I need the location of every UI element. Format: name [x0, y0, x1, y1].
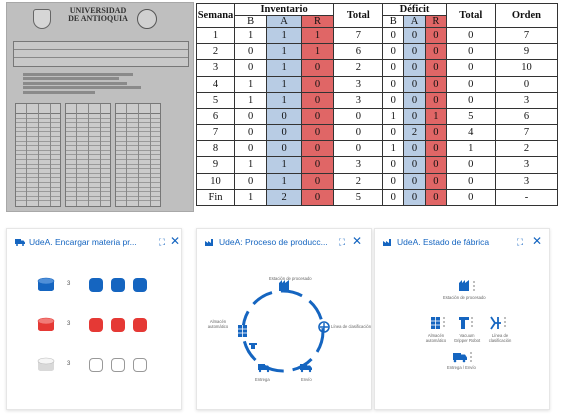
- table-row: [197, 28, 558, 44]
- table-row: [197, 189, 558, 205]
- header-inv-r: R: [301, 16, 333, 28]
- header-order: Orden: [495, 4, 557, 28]
- participant-form: [13, 41, 189, 67]
- cell-da: 2: [404, 125, 426, 141]
- cell-da: 0: [404, 44, 426, 60]
- factory-icon: [205, 238, 215, 246]
- cell-da: 0: [404, 157, 426, 173]
- factory-diagram: [381, 261, 543, 403]
- header-inv-b: B: [235, 16, 267, 28]
- cell-ir: 1: [301, 28, 333, 44]
- widget-header: [375, 229, 549, 255]
- worksheet-header: [7, 3, 193, 37]
- cell-it: 0: [334, 125, 383, 141]
- header-total-deficit: Total: [446, 4, 495, 28]
- cell-it: 3: [334, 76, 383, 92]
- cell-ia: 2: [267, 189, 302, 205]
- table-row: [197, 157, 558, 173]
- inventory-table: [196, 3, 558, 206]
- widget-header: [7, 229, 181, 255]
- widget-header: [197, 229, 371, 255]
- cell-ir: 0: [301, 60, 333, 76]
- order-material-widget: [6, 228, 182, 410]
- expand-icon[interactable]: ⛶: [158, 237, 166, 247]
- cell-week: 6: [197, 108, 235, 124]
- cell-db: 0: [383, 60, 404, 76]
- cell-da: 0: [404, 28, 426, 44]
- cell-db: 0: [383, 92, 404, 108]
- worksheet-title: [53, 7, 143, 23]
- cell-ia: 1: [267, 44, 302, 60]
- header-def-r: R: [426, 16, 447, 28]
- cell-ir: 0: [301, 141, 333, 157]
- cell-ia: 1: [267, 92, 302, 108]
- cell-dr: 0: [426, 28, 447, 44]
- header-inv-a: A: [267, 16, 302, 28]
- cell-week: 1: [197, 28, 235, 44]
- title-line2: DE ANTIOQUIA: [68, 14, 128, 23]
- cell-ir: 0: [301, 157, 333, 173]
- cell-ia: 0: [267, 125, 302, 141]
- table-row: [197, 141, 558, 157]
- stock-slot[interactable]: [89, 318, 103, 332]
- stock-quantity: 3: [67, 321, 71, 327]
- cell-it: 3: [334, 157, 383, 173]
- cell-dt: 0: [446, 44, 495, 60]
- cell-ib: 0: [235, 44, 267, 60]
- cell-dt: 0: [446, 157, 495, 173]
- cell-ib: 0: [235, 173, 267, 189]
- cell-ord: 3: [495, 173, 557, 189]
- cell-db: 1: [383, 108, 404, 124]
- cell-da: 0: [404, 108, 426, 124]
- close-icon[interactable]: ✕: [169, 234, 181, 248]
- label-shipping: Envío: [301, 377, 312, 382]
- cell-ib: 1: [235, 189, 267, 205]
- header-deficit: Déficit: [383, 4, 446, 16]
- cell-it: 0: [334, 141, 383, 157]
- stock-quantity: 3: [67, 281, 71, 287]
- cell-it: 6: [334, 44, 383, 60]
- close-icon[interactable]: ✕: [531, 234, 543, 248]
- material-cylinder-icon: [35, 277, 57, 291]
- cell-week: Fin: [197, 189, 235, 205]
- close-icon[interactable]: ✕: [351, 234, 363, 248]
- stock-slot[interactable]: [111, 278, 125, 292]
- cell-da: 0: [404, 76, 426, 92]
- cell-ib: 1: [235, 92, 267, 108]
- cell-dt: 5: [446, 108, 495, 124]
- label-warehouse: Almacén automático: [425, 333, 447, 343]
- process-circle: [203, 261, 367, 405]
- cell-dr: 0: [426, 60, 447, 76]
- expand-icon[interactable]: ⛶: [516, 237, 524, 247]
- label-processing-station: Estación de procesado: [443, 295, 486, 300]
- cell-it: 0: [334, 108, 383, 124]
- table-row: [197, 76, 558, 92]
- cell-dt: 0: [446, 189, 495, 205]
- stock-slot[interactable]: [111, 318, 125, 332]
- cell-ib: 0: [235, 125, 267, 141]
- cell-ia: 0: [267, 141, 302, 157]
- stock-slot[interactable]: [89, 358, 103, 372]
- cell-db: 0: [383, 125, 404, 141]
- form-row: [14, 42, 188, 50]
- cell-ir: 0: [301, 189, 333, 205]
- cell-dr: 0: [426, 92, 447, 108]
- widget-title: UdeA. Encargar materia pr...: [29, 237, 137, 247]
- cell-da: 0: [404, 141, 426, 157]
- order-stock-grid: [13, 261, 175, 403]
- cell-week: 7: [197, 125, 235, 141]
- cell-dr: 0: [426, 189, 447, 205]
- cell-dr: 0: [426, 125, 447, 141]
- form-row: [14, 58, 188, 66]
- stock-slot[interactable]: [133, 278, 147, 292]
- cell-ir: 0: [301, 125, 333, 141]
- table-row: [197, 108, 558, 124]
- widget-title: UdeA. Estado de fábrica: [397, 237, 490, 247]
- shipping-truck-icon: [300, 364, 312, 372]
- cell-ord: 6: [495, 108, 557, 124]
- cell-ia: 0: [267, 108, 302, 124]
- cell-ia: 1: [267, 173, 302, 189]
- cell-dr: 1: [426, 108, 447, 124]
- cell-da: 0: [404, 60, 426, 76]
- cell-db: 0: [383, 157, 404, 173]
- scanned-worksheet: [6, 2, 194, 212]
- cell-ib: 1: [235, 28, 267, 44]
- cell-ib: 0: [235, 60, 267, 76]
- stock-slot[interactable]: [111, 358, 125, 372]
- worksheet-tables: [15, 103, 165, 207]
- cell-db: 0: [383, 44, 404, 60]
- cell-db: 1: [383, 141, 404, 157]
- inventory-table-body: [197, 28, 558, 206]
- cell-db: 0: [383, 76, 404, 92]
- cell-db: 0: [383, 173, 404, 189]
- cell-week: 8: [197, 141, 235, 157]
- cell-it: 5: [334, 189, 383, 205]
- cell-ir: 0: [301, 92, 333, 108]
- cell-dt: 0: [446, 76, 495, 92]
- process-diagram: [203, 261, 372, 403]
- cell-ord: 3: [495, 92, 557, 108]
- cell-ir: 0: [301, 76, 333, 92]
- label-warehouse: Almacén automático: [207, 319, 229, 329]
- header-total: Total: [334, 4, 383, 28]
- production-process-widget: [196, 228, 372, 410]
- cell-week: 2: [197, 44, 235, 60]
- cell-dt: 1: [446, 141, 495, 157]
- table-row: [197, 92, 558, 108]
- cell-week: 5: [197, 92, 235, 108]
- label-processing-station: Estación de procesado: [269, 276, 312, 281]
- university-logo: [33, 9, 51, 29]
- seal-image: [137, 9, 157, 29]
- cell-dr: 0: [426, 141, 447, 157]
- cell-ib: 1: [235, 157, 267, 173]
- cell-db: 0: [383, 28, 404, 44]
- cell-dr: 0: [426, 173, 447, 189]
- cell-ord: 3: [495, 157, 557, 173]
- header-week: Semana: [197, 4, 235, 28]
- cell-week: 4: [197, 76, 235, 92]
- cell-dt: 0: [446, 173, 495, 189]
- delivery-truck-icon: [453, 352, 472, 362]
- cell-dt: 0: [446, 28, 495, 44]
- truck-icon: [15, 238, 25, 246]
- label-delivery: Entrega: [255, 377, 270, 382]
- cell-ord: 9: [495, 44, 557, 60]
- sorting-line-icon: [491, 317, 506, 329]
- table-row: [197, 44, 558, 60]
- sorting-line-icon: [319, 322, 329, 332]
- cell-ord: 0: [495, 76, 557, 92]
- cell-dr: 0: [426, 44, 447, 60]
- warehouse-icon: [238, 325, 247, 337]
- worksheet-table: [115, 103, 161, 207]
- worksheet-table: [65, 103, 111, 207]
- factory-status-widget: [374, 228, 550, 410]
- cell-dr: 0: [426, 157, 447, 173]
- inventory-table-panel: [196, 3, 558, 206]
- cell-ib: 0: [235, 108, 267, 124]
- gripper-robot-icon: [459, 317, 473, 329]
- cell-dr: 0: [426, 76, 447, 92]
- cell-it: 3: [334, 92, 383, 108]
- cell-ia: 1: [267, 60, 302, 76]
- cell-ord: 7: [495, 28, 557, 44]
- title-line1: UNIVERSIDAD: [69, 6, 127, 15]
- cell-ia: 1: [267, 28, 302, 44]
- processing-station-icon: [459, 280, 475, 291]
- header-inventory: Inventario: [235, 4, 334, 16]
- cell-da: 0: [404, 173, 426, 189]
- cell-ib: 1: [235, 76, 267, 92]
- stock-quantity: 3: [67, 361, 71, 367]
- cell-it: 2: [334, 60, 383, 76]
- cell-ord: 2: [495, 141, 557, 157]
- cell-dt: 0: [446, 60, 495, 76]
- stock-slot[interactable]: [133, 318, 147, 332]
- cell-ia: 1: [267, 157, 302, 173]
- cell-da: 0: [404, 189, 426, 205]
- cell-ib: 0: [235, 141, 267, 157]
- table-row: [197, 60, 558, 76]
- label-sorting-line: Línea de clasificación: [488, 333, 512, 343]
- warehouse-icon: [431, 317, 445, 329]
- table-row: [197, 125, 558, 141]
- form-row: [14, 50, 188, 58]
- cell-da: 0: [404, 92, 426, 108]
- cell-ia: 1: [267, 76, 302, 92]
- cell-week: 10: [197, 173, 235, 189]
- expand-icon[interactable]: ⛶: [338, 237, 346, 247]
- table-row: [197, 173, 558, 189]
- worksheet-instructions: [17, 71, 177, 94]
- stock-slot[interactable]: [89, 278, 103, 292]
- processing-station-icon: [279, 280, 289, 291]
- cell-dt: 0: [446, 92, 495, 108]
- cell-ir: 0: [301, 108, 333, 124]
- cell-ir: 0: [301, 173, 333, 189]
- material-cylinder-icon: [35, 357, 57, 371]
- stock-slot[interactable]: [133, 358, 147, 372]
- cell-week: 9: [197, 157, 235, 173]
- widget-title: UdeA: Proceso de producc...: [219, 237, 328, 247]
- delivery-truck-icon: [258, 364, 270, 372]
- worksheet-table: [15, 103, 61, 207]
- cell-ord: -: [495, 189, 557, 205]
- cell-ir: 1: [301, 44, 333, 60]
- header-def-a: A: [404, 16, 426, 28]
- cell-ord: 10: [495, 60, 557, 76]
- cell-week: 3: [197, 60, 235, 76]
- label-delivery-shipping: Entrega / Envío: [447, 365, 476, 370]
- material-cylinder-icon: [35, 317, 57, 331]
- label-sorting-line: Línea de clasificación: [331, 324, 372, 329]
- cell-it: 7: [334, 28, 383, 44]
- cell-ord: 7: [495, 125, 557, 141]
- cell-db: 0: [383, 189, 404, 205]
- cell-it: 2: [334, 173, 383, 189]
- cell-dt: 4: [446, 125, 495, 141]
- factory-icon: [383, 238, 393, 246]
- label-gripper-robot: Vacuum Gripper Robot: [453, 333, 481, 343]
- header-def-b: B: [383, 16, 404, 28]
- gripper-icon: [249, 343, 257, 349]
